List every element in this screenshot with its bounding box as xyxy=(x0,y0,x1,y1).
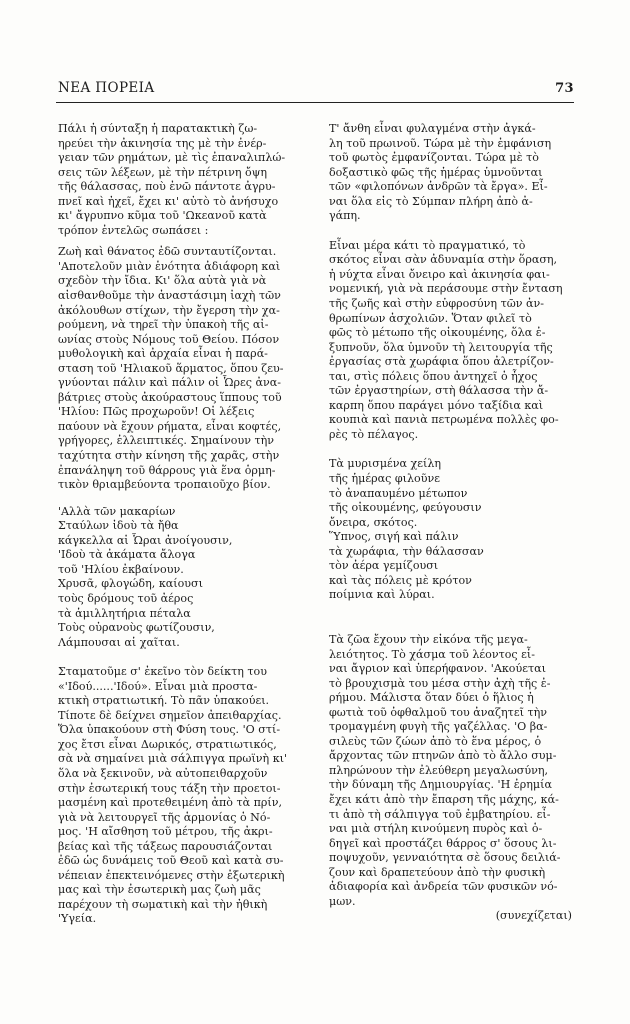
text-line: τὸ ἀναπαυμένο μέτωπον xyxy=(329,486,468,500)
left-column xyxy=(58,122,311,927)
text-line: στὴν ἐσωτερική τους τάξη τὴν προετοι- xyxy=(58,781,281,795)
text-line: ρούμενη, νὰ τηρεῖ τὴν ὑπακοὴ τῆς αἰ- xyxy=(58,318,269,332)
right-paragraph-3 xyxy=(329,633,578,909)
text-line: δηγεῖ καὶ προστάζει θάρρος σ' ὅσους λι- xyxy=(329,836,557,850)
text-line: 'Ηλίου: Πῶς προχωροῦν! Οἱ λέξεις xyxy=(58,405,255,419)
text-line: τῆς θάλασσας, ποὺ ἐνῶ πάντοτε ἀγρυ- xyxy=(58,180,276,194)
text-line: φῶς τὸ μέτωπο τῆς οἰκουμένης, ὅλα ἐ- xyxy=(329,326,546,340)
text-line: σταση τοῦ 'Ηλιακοῦ ἅρματος, ὅπου ζευ- xyxy=(58,361,284,375)
text-line: Τὰ ζῶα ἔχουν τὴν εἰκόνα τῆς μεγα- xyxy=(329,632,528,646)
text-line: γρήγορες, ἐλλειπτικές. Σημαίνουν τὴν xyxy=(58,434,274,448)
text-line: Σταύλων ἰδοὺ τὰ ἤθα xyxy=(58,519,179,533)
text-line: τὸν ἀέρα γεμίζουσι xyxy=(329,559,439,573)
text-line: Ὅλα ὑπακούουν στὴ Φύση τους. 'Ο στί- xyxy=(58,723,281,737)
text-line: ἄρχοντας τῶν πτηνῶν ἀπὸ τὸ ἄλλο συμ- xyxy=(329,749,557,763)
text-line: μασμένη καὶ προτεθειμένη ἀπὸ τὰ πρίν, xyxy=(58,796,283,810)
text-line: σεις τῶν λέξεων, μὲ τὴν πέτρινη ὄψη xyxy=(58,165,268,179)
text-line: ἀκόλουθων στίχων, τὴν ἔγερση τὴν χα- xyxy=(58,303,280,317)
text-line: κουπιὰ καὶ πανιὰ πετρωμένα πολλὲς φο- xyxy=(329,413,559,427)
text-line: παρέχουν τὴ σωματικὴ καὶ τὴν ἠθικὴ xyxy=(58,897,268,911)
text-line: 'Ιδοὺ τὰ ἀκάματα ἄλογα xyxy=(58,548,196,562)
text-line: ωνίας στοὺς Νόμους τοῦ Θείου. Πόσον xyxy=(58,332,280,346)
text-line: μυθολογικὴ καὶ ἀρχαία εἶναι ἡ παρά- xyxy=(58,347,268,361)
text-line: ταχύτητα στὴν κίνηση τῆς χαρᾶς, στὴν xyxy=(58,449,280,463)
text-line: τὴν δύναμη τῆς Δημιουργίας. 'Η ἐρημία xyxy=(329,778,552,792)
text-line: γνύονται πάλιν καὶ πάλιν οἱ Ὧρες ἀνα- xyxy=(58,376,282,390)
text-line: Λάμπουσαι αἱ χαῖται. xyxy=(58,635,180,649)
text-line: «'Ιδού......'Ιδού». Εἶναι μιὰ προστα- xyxy=(58,679,258,693)
left-paragraph-2 xyxy=(58,245,311,492)
text-line: ξυπνοῦν, ὅλα ὑμνοῦν τὴ λειτουργία τῆς xyxy=(329,340,553,354)
text-line: αἰσθανθοῦμε τὴν ἀναστάσιμη ἰαχὴ τῶν xyxy=(58,289,281,303)
text-line: τοῦ 'Ηλίου ἐκβαίνουν. xyxy=(58,562,184,576)
text-line: παύουν νὰ ἔχουν ρήματα, εἶναι κοφτές, xyxy=(58,419,282,433)
text-line: τι ἀπὸ τὴ σάλπιγγα τοῦ ἐμβατηρίου. εἶ- xyxy=(329,807,551,821)
text-line: Τοὺς οὐρανοὺς φωτίζουσιν, xyxy=(58,621,215,635)
text-line: νέπειαν ἐπεκτεινόμενες στὴν ἐξωτερικὴ xyxy=(58,868,285,882)
text-line: γάπη. xyxy=(329,209,361,223)
text-line: Τὰ μυρισμένα χείλη xyxy=(329,457,442,471)
text-line: μος. 'Η αἴσθηση τοῦ μέτρου, τῆς ἀκρι- xyxy=(58,825,273,839)
text-line: τῆς ἡμέρας φιλοῦνε xyxy=(329,472,440,486)
text-line: ρὲς τὸ πέλαγος. xyxy=(329,427,419,441)
text-line: ται, στὶς πόλεις ὅπου ἀντηχεῖ ὁ ἦχος xyxy=(329,369,538,383)
text-line: ηρεύει τὴν ἀκινησία της μὲ τὴν ἐνέρ- xyxy=(58,136,267,150)
text-line: Τ' ἄνθη εἶναι φυλαγμένα στὴν ἀγκά- xyxy=(329,122,536,135)
text-line: Ὕπνος, σιγή καὶ πάλιν xyxy=(329,530,459,544)
text-line: 'Υγεία. xyxy=(58,912,97,926)
text-line: ὄνειρα, σκότος. xyxy=(329,515,418,529)
text-line: ὅλα νὰ ξεκινοῦν, νὰ αὐτοπειθαρχοῦν xyxy=(58,766,268,780)
text-line: Πάλι ἡ σύνταξη ἡ παρατακτικὴ ζω- xyxy=(58,122,258,135)
text-line: νομενική, γιὰ νὰ περάσουμε στὴν ἔνταση xyxy=(329,282,563,296)
text-line: τικὸν θριαμβεύοντα τροπαιοῦχο βίον. xyxy=(58,478,271,492)
text-line: 'Αποτελοῦν μιὰν ἑνότητα ἀδιάφορη καὶ xyxy=(58,259,281,273)
text-line: σὰ νὰ σημαίνει μιὰ σάλπιγγα πρωϊνὴ κι' xyxy=(58,752,288,766)
text-line: θρωπίνων ἀσχολιῶν. Ὅταν φιλεῖ τὸ xyxy=(329,311,532,325)
header-rule xyxy=(56,102,574,103)
text-line: καὶ τὰς πόλεις μὲ κρότον xyxy=(329,573,472,587)
text-line: κι' ἄγρυπνο κῦμα τοῦ 'Ωκεανοῦ κατὰ xyxy=(58,209,267,223)
text-line: ναι ἄγριον καὶ ὑπερήφανον. 'Ακούεται xyxy=(329,662,546,676)
text-line: βείας καὶ τῆς τάξεως παρουσιάζονται xyxy=(58,839,273,853)
text-line: ποίμνια καὶ λύραι. xyxy=(329,588,435,602)
left-paragraph-3 xyxy=(58,665,311,927)
text-line: βάτριες στοὺς ἀκούραστους ἵππους τοῦ xyxy=(58,390,282,404)
text-line: 'Αλλὰ τῶν μακαρίων xyxy=(58,504,176,518)
text-line: γειαν τῶν ρημάτων, μὲ τὶς ἐπαναλιπλώ- xyxy=(58,151,286,165)
text-line: ἀδιαφορία καὶ ἀνδρεία τῶν φυσικῶν νό- xyxy=(329,880,558,894)
text-line: σκότος εἶναι σὰν ἀδυναμία στὴν ὅραση, xyxy=(329,253,558,267)
text-line: τὰ ἁμιλλητήρια πέταλα xyxy=(58,606,191,620)
text-line: πληρώνουν τὴν ἐλεύθερη μεγαλωσύνη, xyxy=(329,763,549,777)
text-line: Σταματοῦμε σ' ἐκεῖνο τὸν δείκτη του xyxy=(58,665,267,679)
text-line: κάγκελλα αἱ Ὧραι ἀνοίγουσιν, xyxy=(58,533,233,547)
left-poem xyxy=(58,505,311,650)
text-line: ζουν καὶ δραπετεύουν ἀπὸ τὴν φυσικὴ xyxy=(329,865,546,879)
text-line: τῶν «φιλοπόνων ἀνδρῶν τὰ ἔργα». Εἶ- xyxy=(329,180,548,194)
right-poem xyxy=(329,457,578,602)
right-paragraph-2 xyxy=(329,239,578,443)
text-line: ἐργασίας στὰ χωράφια ὅπου ἀλετρίζον- xyxy=(329,355,554,369)
text-line: Ζωὴ καὶ θάνατος ἐδῶ συνταυτίζονται. xyxy=(58,245,277,259)
text-line: τοὺς δρόμους τοῦ ἀέρος xyxy=(58,591,194,605)
text-line: τῶν ἐργαστηρίων, στὴ θάλασσα τὴν ἄ- xyxy=(329,384,549,398)
continued-note: (συνεχίζεται) xyxy=(495,909,572,923)
text-line: πνεῖ καὶ ἠχεῖ, ἔχει κι' αὐτὸ τὸ ἀνήσυχο xyxy=(58,194,279,208)
text-line: ἡ νύχτα εἶναι ὄνειρο καὶ ἀκινησία φαι- xyxy=(329,267,550,281)
journal-title: ΝΕΑ ΠΟΡΕΙΑ xyxy=(58,80,155,96)
text-line: ποψυχοῦν, γενναιότητα σὲ ὅσους δειλιά- xyxy=(329,851,561,865)
text-line: τὸ βρουχισμὰ του μέσα στὴν ἀχὴ τῆς ἐ- xyxy=(329,676,551,690)
text-line: γιὰ νὰ λειτουργεῖ τῆς ἁρμονίας ὁ Νό- xyxy=(58,810,271,824)
text-line: καρπη ὅπου παράγει μόνο ταξίδια καὶ xyxy=(329,398,544,412)
text-line: μων. xyxy=(329,894,356,908)
running-header xyxy=(58,80,574,96)
text-line: τρόπον ἐντελῶς σωπάσει : xyxy=(58,223,209,237)
text-line: Εἶναι μέρα κάτι τὸ πραγματικό, τὸ xyxy=(329,238,526,252)
text-line: ἐδῶ ὡς δυνάμεις τοῦ Θεοῦ καὶ κατὰ συ- xyxy=(58,854,284,868)
text-line: τῆς οἰκουμένης, φεύγουσιν xyxy=(329,501,482,515)
text-line: ἐπανάληψη τοῦ θάρρους γιὰ ἕνα ὁρμη- xyxy=(58,463,276,477)
left-paragraph-1 xyxy=(58,122,311,238)
right-paragraph-1 xyxy=(329,122,578,224)
right-column xyxy=(329,122,578,924)
text-line: λειότητος. Τὸ χάσμα τοῦ λέοντος εἶ- xyxy=(329,647,535,661)
text-line: ρήμου. Μάλιστα ὅταν δύει ὁ ἥλιος ἡ xyxy=(329,691,534,705)
text-line: τὰ χωράφια, τὴν θάλασσαν xyxy=(329,544,484,558)
text-line: δοξαστικὸ φῶς τῆς ἡμέρας ὑμνοῦνται xyxy=(329,165,543,179)
text-line: Τίποτε δὲ δείχνει σημεῖον ἀπειθαρχίας. xyxy=(58,708,282,722)
text-line: χος ἔτσι εἶναι Δωρικός, στρατιωτικός, xyxy=(58,737,277,751)
text-line: φωτιὰ τοῦ ὀφθαλμοῦ του ἀναζητεῖ τὴν xyxy=(329,705,547,719)
text-line: λη τοῦ πρωινοῦ. Τώρα μὲ τὴν ἐμφάνιση xyxy=(329,136,552,150)
text-line: τῆς ζωῆς καὶ στὴν εὐφροσύνη τῶν ἀν- xyxy=(329,297,545,311)
text-line: Χρυσᾶ, φλογώδη, καίουσι xyxy=(58,577,203,591)
text-line: τοῦ φωτὸς ἐμφανίζονται. Τώρα μὲ τὸ xyxy=(329,151,539,165)
page-number: 73 xyxy=(555,81,574,96)
text-line: ἔχει κάτι ἀπὸ τὴν ἔπαρση τῆς μάχης, κά- xyxy=(329,792,559,806)
text-line: ναι μιὰ στήλη κινούμενη πυρὸς καὶ ὁ- xyxy=(329,822,543,836)
text-line: κτικὴ στρατιωτική. Τὸ πᾶν ὑπακούει. xyxy=(58,694,270,708)
text-line: ναι ὅλα εἰς τὸ Σύμπαν πλήρη ἀπὸ ἀ- xyxy=(329,194,533,208)
text-line: τρομαγμένη φυγὴ τῆς γαζέλλας. 'Ο βα- xyxy=(329,720,548,734)
text-line: σχεδὸν τὴν ἴδια. Κι' ὅλα αὐτὰ γιὰ νὰ xyxy=(58,274,267,288)
text-line: μας καὶ τὴν ἐσωτερικὴ μας ζωὴ μᾶς xyxy=(58,883,261,897)
text-line: σιλεὺς τῶν ζώων ἀπὸ τὸ ἕνα μέρος, ὁ xyxy=(329,734,542,748)
